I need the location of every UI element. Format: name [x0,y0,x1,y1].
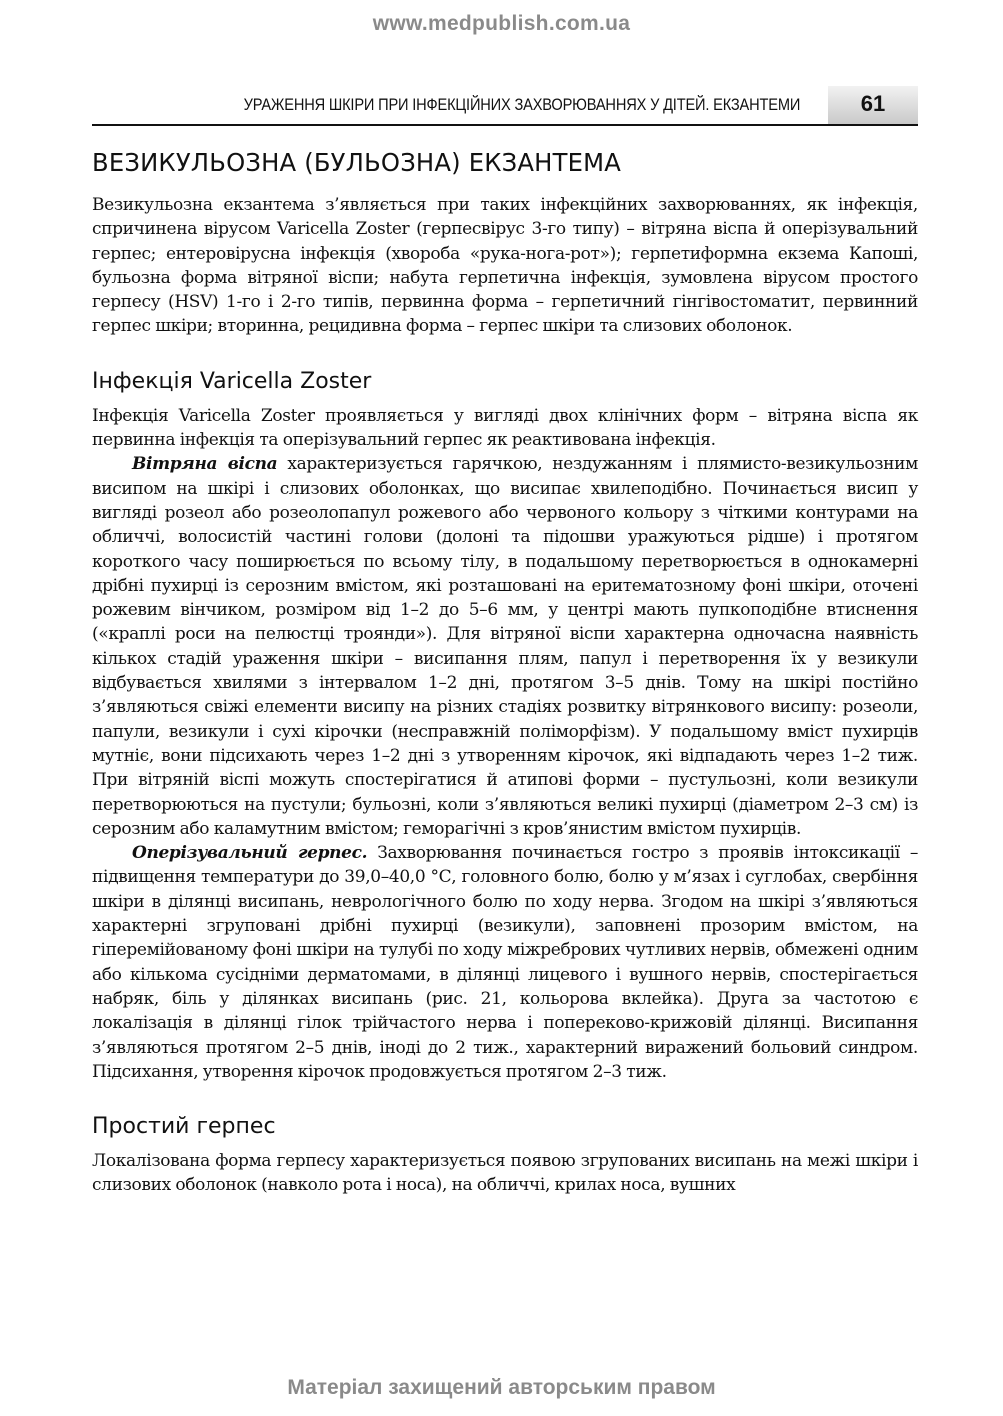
page-content [92,148,918,1198]
chickenpox-text: характеризується гарячкою, нездужанням і плямисто-везикульозним висипом на шкірі і слизових оболонках, що висипає хвилеподібно. Починається висип у вигляді розеол або розеолопапул рожевого або червоного кольору з чіткими контурами на обличчі, волосистій частині голови (долоні та підошви уражуються рідше) і протягом короткого часу поширюється по всьому тілу, в подальшому перетворюється в однокамерні дрібні пухирці із серозним вмістом, які розташовані на еритематозному фоні шкіри, оточені рожевим вінчиком, розміром від 1–2 до 5–6 мм, у центрі мають пупкоподібне втиснення («краплі роси на пелюстці троянди»). Для вітряної віспи характерна одночасна наявність кількох стадій ураження шкіри – висипання плям, папул і перетворення їх у везикули відбувається хвилями з інтервалом 1–2 дні, протягом 3–5 днів. Тому на шкірі постійно з’являються свіжі елементи висипу на різних стадіях розвитку вітрянкового висипу: розеоли, папули, везикули і сухі кірочки (несправжній поліморфізм). У подальшому вміст пухирців мутніє, вони підсихають через 1–2 дні з утворенням кірочок, які відпадають через 1–2 тиж. При вітряній віспі можуть спостерігатися й атипові форми – пустульозні, коли везикули перетворюються на пустули; бульозні, коли з’являються великі пухирці (діаметром 2–3 см) із серозним або каламутним вмістом; геморагічні з кров’янистим вмістом пухирців. [92,454,919,839]
section-intro-paragraph: Везикульозна екзантема з’являється при таких інфекційних захворюваннях, як інфекція, спричинена вірусом Varicella Zoster (герпесвірус 3-го типу) – вітряна віспа й оперізувальний герпес; ентеровірусна інфекція (хвороба «рука-нога-рот»); герпетиформна екзема Капоші, бульозна форма вітряної віспи; набута герпетична інфекція, зумовлена вірусом простого герпесу (HSV) 1-го і 2-го типів, первинна форма – герпетичний гінгівостоматит, первинний герпес шкіри; вторинна, рецидивна форма – герпес шкіри та слизових оболонок. [92,195,918,337]
subsection-title-simplex: Простий герпес [92,1114,276,1140]
subsection-title-varicella: Інфекція Varicella Zoster [92,368,372,394]
section-title: ВЕЗИКУЛЬОЗНА (БУЛЬОЗНА) ЕКЗАНТЕМА [92,148,622,177]
shingles-text: Захворювання починається гостро з проявів інтоксикації – підвищення температури до 39,0–40,0 °С, головного болю, болю у м’язах і суглобах, свербіння шкіри в ділянці висипань, неврологічного болю по ходу нерва. Згодом на шкірі з’являються характерні згруповані дрібні пухирці (везикули), заповнені прозорим вмістом, на гіперемійованому фоні шкіри на тулубі по ходу міжребрових чутливих нервів, обмежені одним або кількома сусідніми дерматомами, в ділянці лицевого і вушного нервів, спостерігається набряк, біль у ділянках висипань (рис. 21, кольорова вклейка). Друга за частотою є локалізація в ділянці гілок трійчастого нерва і попереково-крижовій ділянці. Висипання з’являються протягом 2–5 днів, іноді до 2 тиж., характерний виражений больовий синдром. Підсихання, утворення кірочок продовжується протягом 2–3 тиж. [92,843,918,1082]
running-header [92,86,918,126]
varicella-paragraph-1: Інфекція Varicella Zoster проявляється у вигляді двох клінічних форм – вітряна віспа як первинна інфекція та оперізувальний герпес як реактивована інфекція. [92,405,918,451]
watermark-copyright: Матеріал захищений авторським правом [287,1376,716,1399]
page-number: 61 [828,86,918,124]
running-title: УРАЖЕННЯ ШКІРИ ПРИ ІНФЕКЦІЙНИХ ЗАХВОРЮВАННЯХ У ДІТЕЙ. ЕКЗАНТЕМИ [243,95,800,114]
varicella-paragraph-chickenpox [92,452,918,841]
chickenpox-lead-term: Вітряна віспа [132,454,278,475]
shingles-lead-term: Оперізувальний герпес. [132,843,368,864]
varicella-paragraph-shingles [92,841,918,1084]
simplex-paragraph-1: Локалізована форма герпесу характеризується появою згрупованих висипань на межі шкіри і слизових оболонок (навколо рота і носа), на обличчі, крилах носа, вушних [92,1151,918,1196]
watermark-site-url: www.medpublish.com.ua [372,12,631,35]
